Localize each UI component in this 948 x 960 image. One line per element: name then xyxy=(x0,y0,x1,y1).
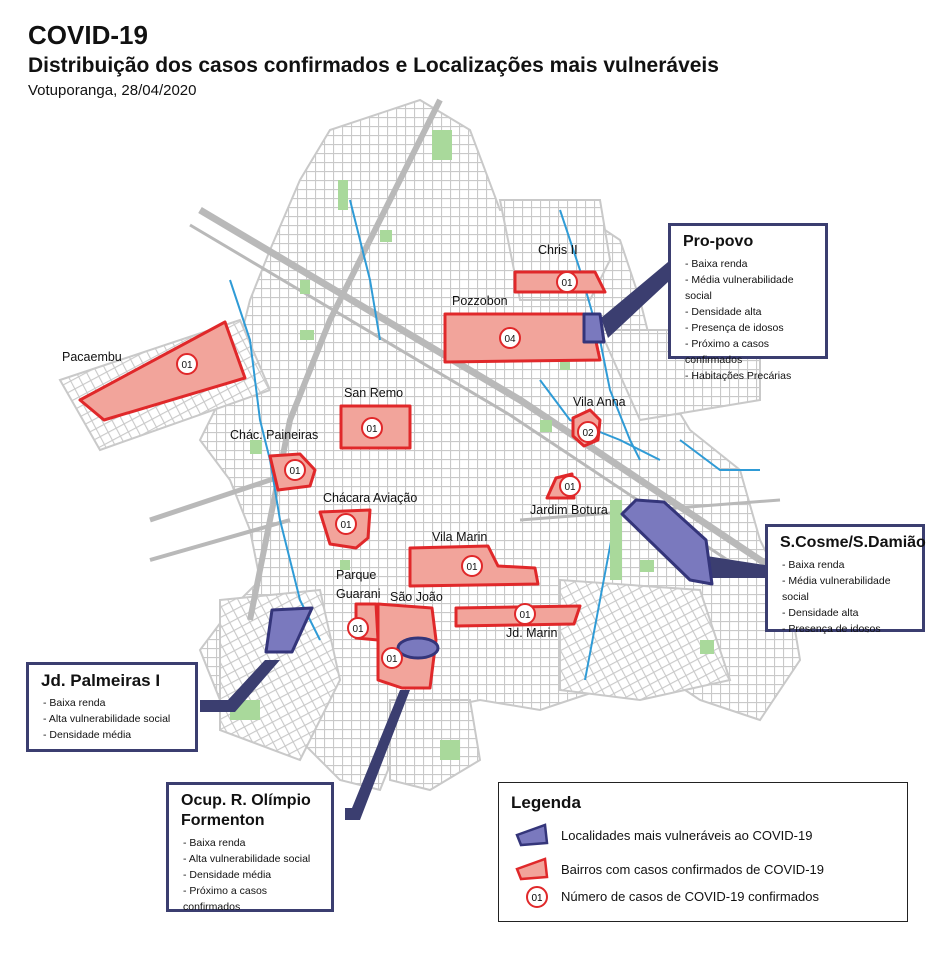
info-title-scosme: S.Cosme/S.Damião xyxy=(780,534,926,551)
label-sanremo: San Remo xyxy=(344,386,404,400)
info-item: - Densidade alta xyxy=(782,605,916,621)
info-list-palmeiras xyxy=(43,695,189,743)
info-item: - Baixa renda xyxy=(782,557,916,573)
case-count-botura: 01 xyxy=(564,482,576,493)
label-aviacao: Chácara Aviação xyxy=(323,491,418,505)
info-list-scosme xyxy=(782,557,916,637)
info-item: - Densidade média xyxy=(43,727,189,743)
info-item: - Baixa renda xyxy=(685,256,819,272)
info-item: - Habitações Precárias xyxy=(685,368,819,384)
label-paineiras: Chác. Paineiras xyxy=(230,428,319,442)
info-item: - Próximo a casos confirmados xyxy=(685,336,819,368)
map-subtitle: Distribuição dos casos confirmados e Localizações mais vulneráveis xyxy=(28,54,719,77)
area-olimpio xyxy=(398,638,438,658)
map-caption: Votuporanga, 28/04/2020 xyxy=(28,82,197,99)
case-count-jdmarin: 01 xyxy=(519,610,531,621)
info-item: - Média vulnerabilidade social xyxy=(782,573,916,605)
info-item: - Presença de idosos xyxy=(685,320,819,336)
case-count-guarani: 01 xyxy=(352,624,364,635)
legend-count-marker: 01 xyxy=(531,893,543,904)
label-pacaembu: Pacaembu xyxy=(62,350,122,364)
info-item: - Média vulnerabilidade social xyxy=(685,272,819,304)
case-count-paineiras: 01 xyxy=(289,466,301,477)
legend-vulnerable-swatch xyxy=(517,825,547,845)
info-title-propovo: Pro-povo xyxy=(683,233,754,250)
legend-confirmed-swatch xyxy=(517,859,547,879)
label-vilamarin: Vila Marin xyxy=(432,530,488,544)
area-propovo xyxy=(584,314,604,342)
case-count-aviacao: 01 xyxy=(340,520,352,531)
info-item: - Próximo a casos confirmados xyxy=(183,883,325,915)
info-item: - Densidade alta xyxy=(685,304,819,320)
label-saojoao: São João xyxy=(390,590,443,604)
legend-count-label: Número de casos de COVID-19 confirmados xyxy=(561,889,819,904)
info-box-palmeiras xyxy=(26,662,198,752)
info-box-scosme xyxy=(765,524,926,635)
map-title: COVID-19 xyxy=(28,20,148,50)
legend-vulnerable-label: Localidades mais vulneráveis ao COVID-19 xyxy=(561,828,813,843)
legend-title: Legenda xyxy=(511,793,581,812)
label-pozzobon: Pozzobon xyxy=(452,294,508,308)
case-count-saojoao: 01 xyxy=(386,654,398,665)
case-count-chris: 01 xyxy=(561,278,573,289)
label-jdmarin: Jd. Marin xyxy=(506,626,558,640)
label-chris: Chris II xyxy=(538,243,578,257)
info-item: - Baixa renda xyxy=(43,695,189,711)
case-count-vilaanna: 02 xyxy=(582,428,594,439)
case-count-vilamarin: 01 xyxy=(466,562,478,573)
label-botura: Jardim Botura xyxy=(530,503,608,517)
info-item: - Densidade média xyxy=(183,867,325,883)
info-title-palmeiras: Jd. Palmeiras I xyxy=(41,671,161,690)
area-pozzobon xyxy=(445,314,600,362)
info-item: - Baixa renda xyxy=(183,835,325,851)
info-list-olimpio xyxy=(183,835,325,915)
info-box-olimpio xyxy=(166,782,334,912)
info-item: - Alta vulnerabilidade social xyxy=(183,851,325,867)
legend xyxy=(498,782,908,922)
case-count-pozzobon: 04 xyxy=(504,334,516,345)
case-count-sanremo: 01 xyxy=(366,424,378,435)
label-guarani: Parque Guarani xyxy=(336,568,381,601)
info-item: - Presença de idosos xyxy=(782,621,916,637)
info-title-olimpio: Ocup. R. Olímpio Formenton xyxy=(181,792,311,829)
info-box-propovo xyxy=(668,223,828,382)
legend-confirmed-label: Bairros com casos confirmados de COVID-19 xyxy=(561,862,824,877)
info-list-propovo xyxy=(685,256,819,384)
info-item: - Alta vulnerabilidade social xyxy=(43,711,189,727)
label-vilaanna: Vila Anna xyxy=(573,395,626,409)
case-count-pacaembu: 01 xyxy=(181,360,193,371)
